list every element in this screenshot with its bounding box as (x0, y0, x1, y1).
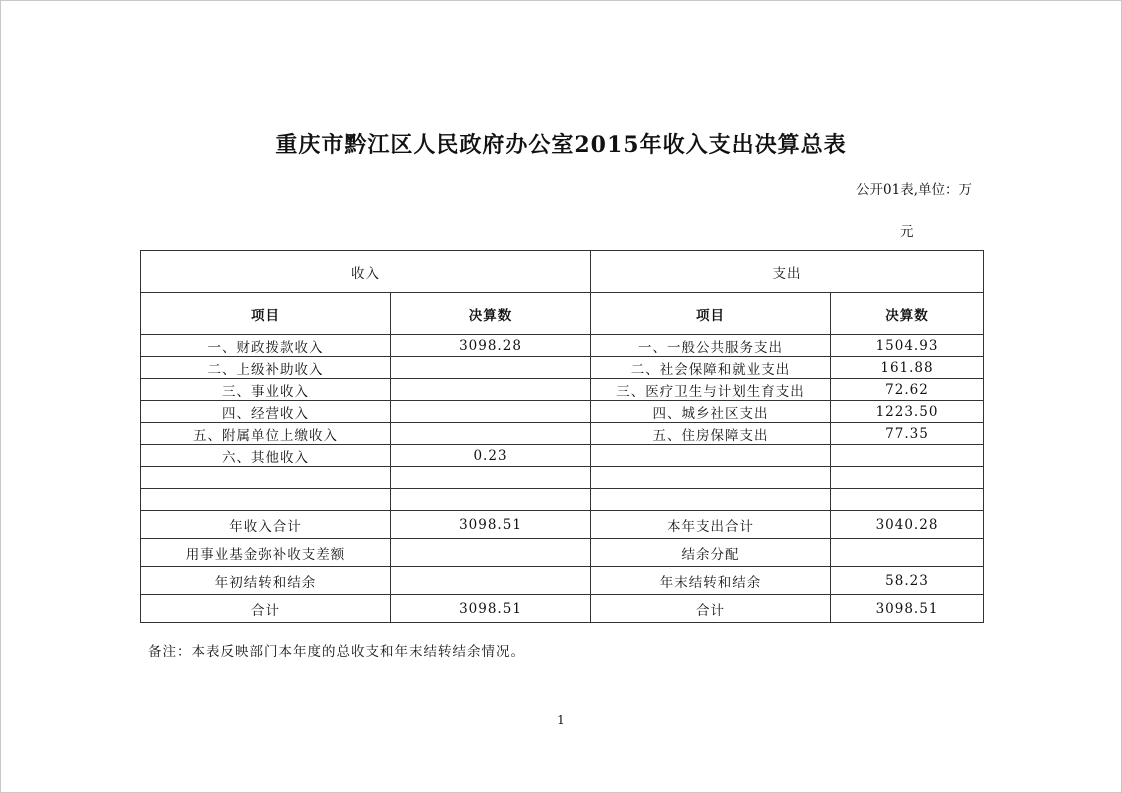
expense-item: 二、社会保障和就业支出 (591, 357, 831, 379)
expense-amount: 3040.28 (831, 511, 984, 539)
income-amount (391, 401, 591, 423)
expense-item: 年末结转和结余 (591, 567, 831, 595)
expense-item: 结余分配 (591, 539, 831, 567)
expense-amount: 58.23 (831, 567, 984, 595)
income-amount: 0.23 (391, 445, 591, 467)
income-item: 四、经营收入 (141, 401, 391, 423)
table-meta-line2: 元 (900, 224, 914, 240)
income-amount: 3098.51 (391, 511, 591, 539)
expense-item (591, 467, 831, 489)
col-header-item-left: 项目 (141, 293, 391, 335)
table-meta-line1: 公开01表,单位：万 (856, 182, 972, 198)
document-title: 重庆市黔江区人民政府办公室2015年收入支出决算总表 (275, 132, 847, 158)
income-amount (391, 423, 591, 445)
total-row (141, 595, 984, 623)
expense-item: 四、城乡社区支出 (591, 401, 831, 423)
expense-amount: 72.62 (831, 379, 984, 401)
income-item: 五、附属单位上缴收入 (141, 423, 391, 445)
expense-item: 一、一般公共服务支出 (591, 335, 831, 357)
group-header-row (141, 251, 984, 293)
table-row (141, 401, 984, 423)
col-header-item-right: 项目 (591, 293, 831, 335)
page-number: 1 (557, 713, 565, 727)
income-amount: 3098.28 (391, 335, 591, 357)
income-item: 用事业基金弥补收支差额 (141, 539, 391, 567)
expense-item: 合计 (591, 595, 831, 623)
expense-amount (831, 489, 984, 511)
expense-item (591, 489, 831, 511)
income-amount (391, 467, 591, 489)
expense-item: 三、医疗卫生与计划生育支出 (591, 379, 831, 401)
table-row (141, 445, 984, 467)
income-amount: 3098.51 (391, 595, 591, 623)
summary-row (141, 511, 984, 539)
income-amount (391, 489, 591, 511)
income-item (141, 489, 391, 511)
income-item: 三、事业收入 (141, 379, 391, 401)
table-note: 备注：本表反映部门本年度的总收支和年末结转结余情况。 (148, 644, 525, 660)
expense-item: 本年支出合计 (591, 511, 831, 539)
col-header-amount-left: 决算数 (391, 293, 591, 335)
expense-amount: 161.88 (831, 357, 984, 379)
expense-amount: 3098.51 (831, 595, 984, 623)
income-item (141, 467, 391, 489)
table-row (141, 379, 984, 401)
col-header-amount-right: 决算数 (831, 293, 984, 335)
expense-item: 五、住房保障支出 (591, 423, 831, 445)
expense-amount (831, 467, 984, 489)
table-row (141, 357, 984, 379)
table-row (141, 335, 984, 357)
income-amount (391, 567, 591, 595)
income-amount (391, 357, 591, 379)
income-item: 年收入合计 (141, 511, 391, 539)
income-header: 收入 (141, 251, 591, 293)
budget-table (140, 250, 984, 623)
expense-amount (831, 445, 984, 467)
income-item: 年初结转和结余 (141, 567, 391, 595)
summary-row (141, 567, 984, 595)
income-item: 二、上级补助收入 (141, 357, 391, 379)
table-row (141, 489, 984, 511)
income-amount (391, 539, 591, 567)
expense-amount (831, 539, 984, 567)
income-item: 合计 (141, 595, 391, 623)
expense-amount: 1504.93 (831, 335, 984, 357)
income-amount (391, 379, 591, 401)
column-header-row (141, 293, 984, 335)
income-item: 一、财政拨款收入 (141, 335, 391, 357)
table-row (141, 467, 984, 489)
income-item: 六、其他收入 (141, 445, 391, 467)
expense-header: 支出 (591, 251, 984, 293)
table-row (141, 423, 984, 445)
expense-amount: 1223.50 (831, 401, 984, 423)
summary-row (141, 539, 984, 567)
expense-item (591, 445, 831, 467)
expense-amount: 77.35 (831, 423, 984, 445)
